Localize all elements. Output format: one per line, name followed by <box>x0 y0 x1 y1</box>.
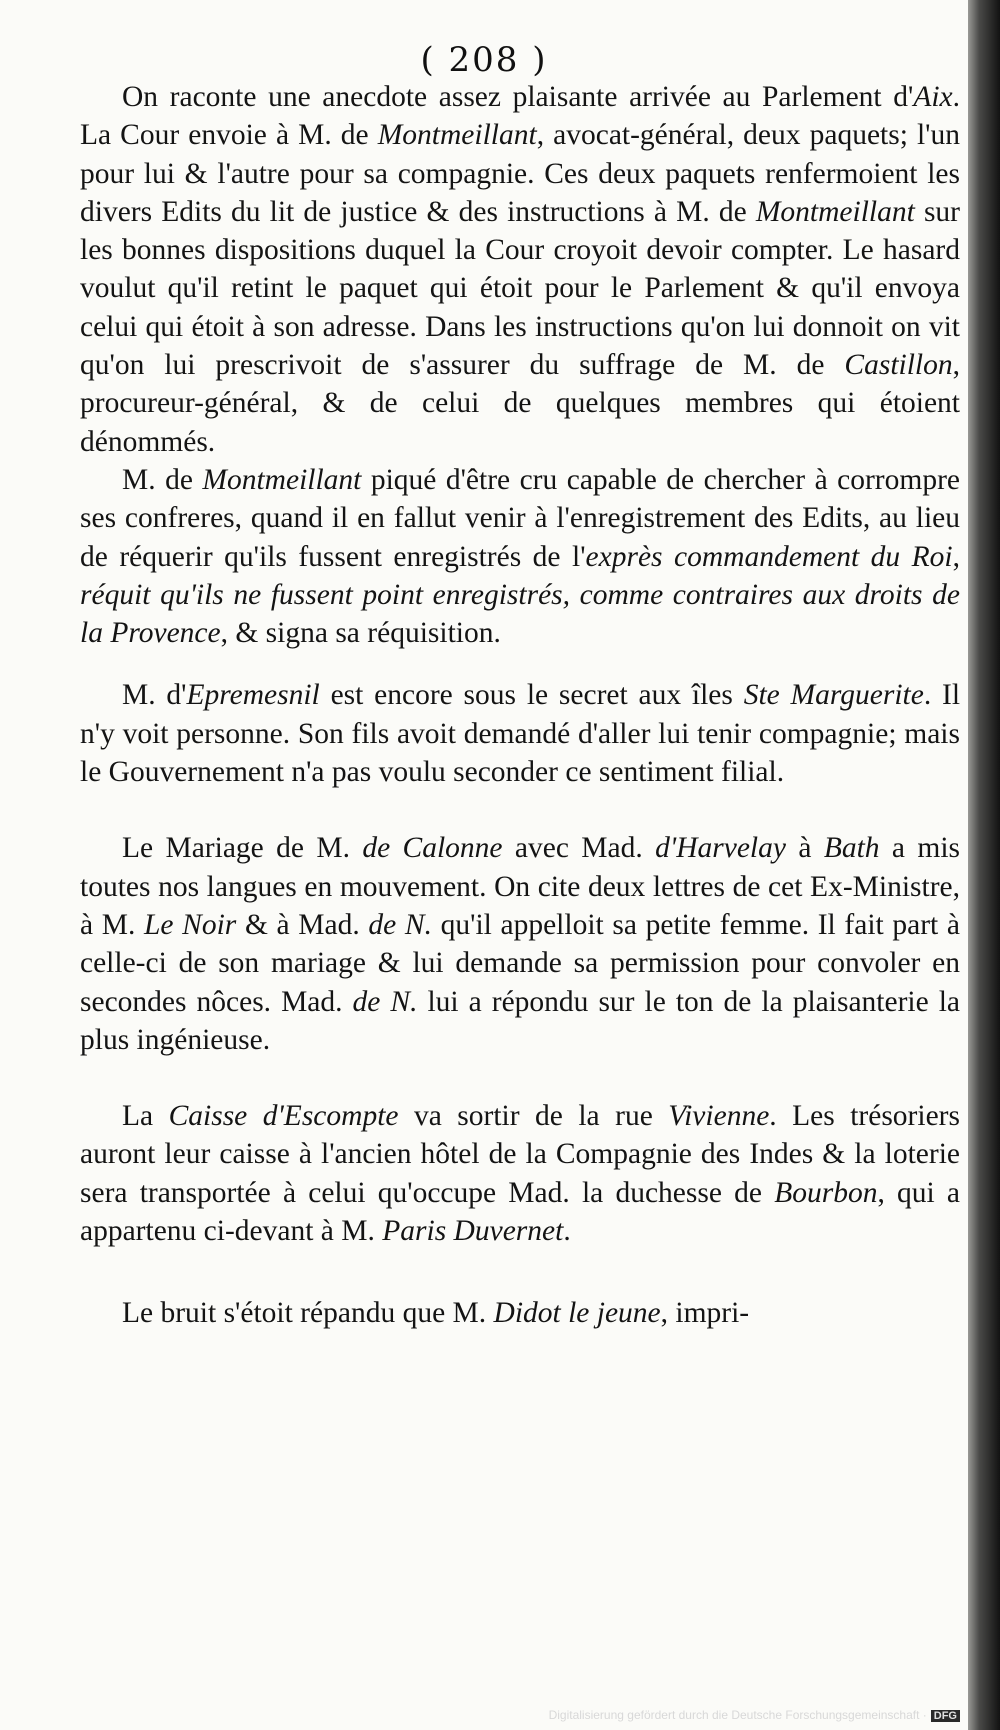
italic-text-run: Montmeillant <box>755 195 915 228</box>
dfg-logo: DFG <box>931 1710 960 1722</box>
italic-text-run: Caisse d'Escompte <box>168 1100 399 1133</box>
italic-text-run: Le Noir <box>144 908 237 941</box>
text-run: . <box>563 1215 571 1248</box>
italic-text-run: Aix <box>913 81 953 113</box>
italic-text-run: de N. <box>368 908 432 941</box>
text-run: est encore sous le secret aux îles <box>319 679 744 712</box>
italic-text-run: Montmeillant <box>202 463 362 496</box>
text-run: va sortir de la rue <box>398 1100 669 1133</box>
text-run: M. d' <box>122 679 187 712</box>
paragraph-didot <box>80 1294 960 1332</box>
text-run: , procureur-général, & de celui de quelques membres qui étoient dénommés. <box>80 349 960 458</box>
paragraph-montmeillant-requisition <box>80 461 960 652</box>
text-run: . Les trésoriers auront leur caisse à l'ancien hôtel de la Compagnie des Indes & la loterie sera transportée à celui qu'occupe Mad. la duchesse de <box>80 1100 960 1209</box>
text-run: , & signa sa réquisition. <box>220 617 501 650</box>
paragraph-aix-anecdote <box>80 78 960 461</box>
text-run: Le Mariage de M. <box>122 832 363 865</box>
italic-text-run: de N. <box>352 985 418 1018</box>
italic-text-run: Castillon <box>844 349 953 382</box>
italic-text-run: Paris Duvernet <box>382 1215 564 1248</box>
text-run: à <box>785 832 824 865</box>
text-run: sur les bonnes dispositions duquel la Cour croyoit devoir compter. Le hasard voulut qu'il retint le paquet qui étoit pour le Parlement & qu'il envoya celui qui étoit à son adresse. Dans les instructions qu'on lui donnoit on vit qu'on lui prescrivoit de s'assurer du suffrage de M. de <box>80 195 960 382</box>
text-run: avec Mad. <box>502 832 656 865</box>
italic-text-run: réquit qu'ils ne fussent point enregistrés, comme contraires aux droits de la Provence <box>80 578 960 650</box>
text-run: . Il n'y voit personne. Son fils avoit demandé d'aller lui tenir compagnie; mais le Gouvernement n'a pas voulu seconder ce sentiment filial. <box>80 679 961 789</box>
text-run: qu'il appelloit sa petite femme. Il fait part à celle-ci de son mariage & lui demande sa permission pour convoler en secondes nôces. Mad. <box>80 908 960 1018</box>
italic-text-run: Didot le jeune <box>493 1297 661 1330</box>
italic-text-run: exprès commandement du Roi <box>585 540 953 573</box>
paragraph-caisse-escompte <box>80 1097 960 1250</box>
text-run: La <box>122 1100 169 1133</box>
text-run: piqué d'être cru capable de chercher à corrompre ses confreres, quand il en fallut venir à l'enregistrement des Edits, au lieu de réquerir qu'ils fussent enregistrés de l' <box>80 463 960 573</box>
digitization-credit <box>549 1708 960 1722</box>
text-run: Le bruit s'étoit répandu que M. <box>122 1297 494 1330</box>
italic-text-run: de Calonne <box>362 832 503 865</box>
italic-text-run: Montmeillant <box>377 119 537 152</box>
text-run: M. de <box>122 463 203 496</box>
text-run: , impri- <box>660 1297 750 1330</box>
text-run: a mis toutes nos langues en mouvement. On cite deux lettres de cet Ex-Ministre, à M. <box>80 832 960 941</box>
italic-text-run: d'Harvelay <box>655 832 786 865</box>
page-edge <box>968 0 1000 1730</box>
page-body <box>80 78 960 1333</box>
page-number: ( 208 ) <box>420 40 548 80</box>
paragraph-epremesnil <box>80 676 960 791</box>
text-run: On raconte une anecdote assez plaisante arrivée au Parlement d' <box>122 81 914 113</box>
text-run: . La Cour envoie à M. de <box>80 81 960 152</box>
text-run: & à Mad. <box>236 908 369 941</box>
credit-text: Digitalisierung gefördert durch die Deutsche Forschungsgemeinschaft · <box>548 1708 927 1722</box>
text-run: , <box>952 540 960 573</box>
text-run: , avocat-général, deux paquets; l'un pour lui & l'autre pour sa compagnie. Ces deux paquets renfermoient les divers Edits du lit de justice & des instructions à M. de <box>80 119 960 228</box>
italic-text-run: Ste Marguerite <box>743 679 924 712</box>
paragraph-calonne-marriage <box>80 829 960 1059</box>
italic-text-run: Bourbon <box>774 1176 878 1209</box>
italic-text-run: Epremesnil <box>186 679 320 712</box>
italic-text-run: Vivienne <box>668 1100 770 1133</box>
text-run: , qui a appartenu ci-devant à M. <box>80 1176 960 1248</box>
text-run: lui a répondu sur le ton de la plaisanterie la plus ingénieuse. <box>80 985 960 1056</box>
italic-text-run: Bath <box>823 832 880 865</box>
